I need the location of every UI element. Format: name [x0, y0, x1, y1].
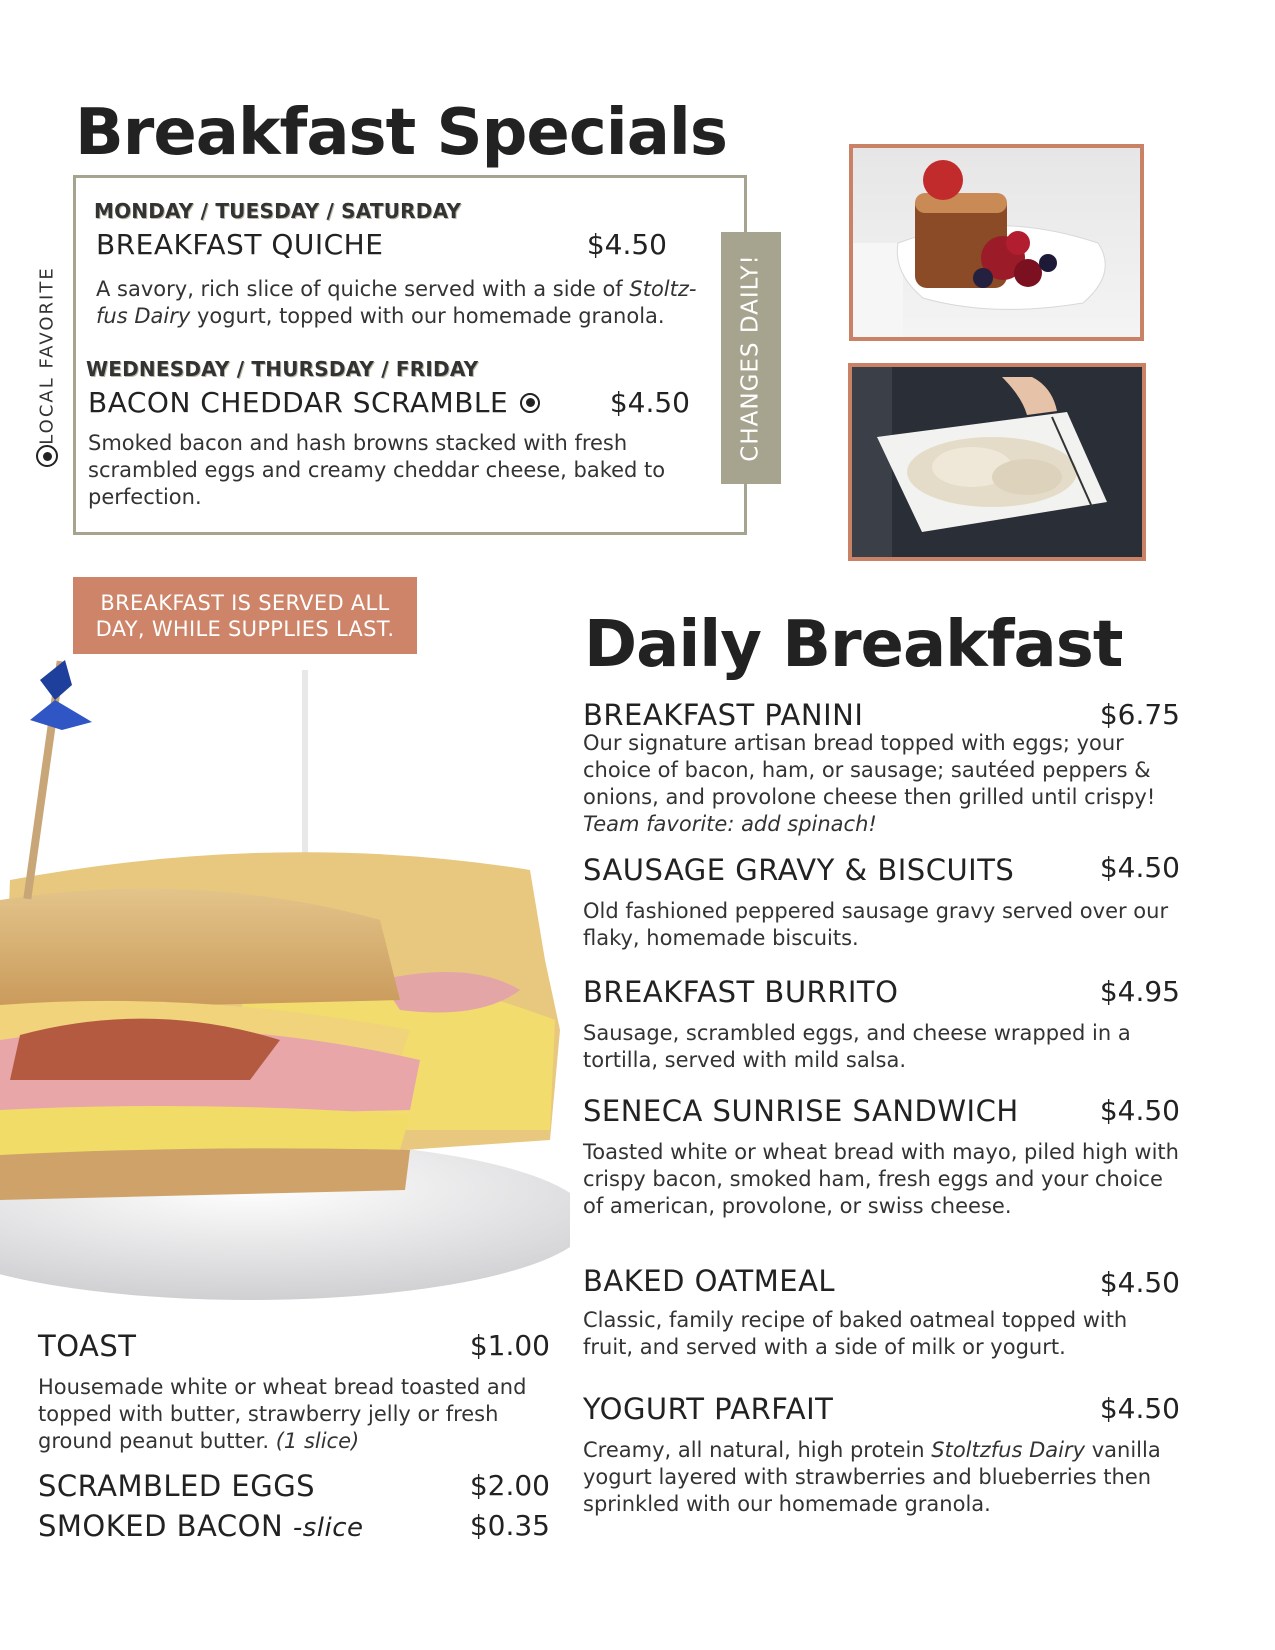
biscuits-gravy-image: [852, 367, 1142, 557]
daily-item-panini-note: Team favorite: add spinach!: [583, 812, 877, 836]
daily-item-oatmeal-description: Classic, family recipe of baked oatmeal topped with fruit, and served with a side of milk or yogurt.: [583, 1308, 1128, 1359]
local-favorite-icon: [520, 393, 540, 413]
side-toast-name: TOAST: [38, 1329, 137, 1363]
special-1-description: A savory, rich slice of quiche served with a side of Stoltz-fus Dairy yogurt, topped with our homemade granola.: [96, 277, 697, 328]
changes-daily-tab: CHANGES DAILY!: [721, 232, 781, 484]
daily-item-sausage-gravy-description: Old fashioned peppered sausage gravy served over our flaky, homemade biscuits.: [583, 899, 1169, 950]
served-all-day-banner: BREAKFAST IS SERVED ALL DAY, WHILE SUPPLIES LAST.: [73, 577, 417, 654]
local-favorite-legend: LOCAL FAVORITE: [36, 265, 58, 445]
daily-item-oatmeal-price: $4.50: [1099, 1266, 1180, 1299]
daily-item-burrito-description: Sausage, scrambled eggs, and cheese wrapped in a tortilla, served with mild salsa.: [583, 1021, 1131, 1072]
special-2-price: $4.50: [609, 386, 690, 419]
side-bacon-price: $0.35: [469, 1509, 550, 1542]
side-bacon-name: SMOKED BACON -slice: [38, 1509, 364, 1543]
side-eggs-price: $2.00: [469, 1469, 550, 1502]
special-1-days: MONDAY / TUESDAY / SATURDAY: [94, 199, 462, 223]
daily-item-panini-price: $6.75: [1099, 698, 1180, 731]
sandwich-photo: [0, 660, 570, 1310]
baked-oatmeal-berries-image: [853, 148, 1140, 337]
daily-item-seneca-description: Toasted white or wheat bread with mayo, piled high with crispy bacon, smoked ham, fresh eggs and your choice of american, provolone, or swiss cheese.: [583, 1140, 1179, 1218]
daily-item-oatmeal-name: BAKED OATMEAL: [583, 1264, 836, 1298]
sandwich-image: [0, 660, 570, 1310]
local-favorite-legend-icon: [36, 445, 58, 467]
special-1-price: $4.50: [586, 228, 667, 261]
special-2-name: BACON CHEDDAR SCRAMBLE: [88, 386, 540, 419]
side-eggs-name: SCRAMBLED EGGS: [38, 1469, 316, 1503]
daily-item-panini-name: BREAKFAST PANINI: [583, 698, 864, 732]
daily-item-panini-description: Our signature artisan bread topped with eggs; your choice of bacon, ham, or sausage; sautéed peppers & onions, and provolone cheese then grilled until crispy!: [583, 731, 1156, 809]
daily-title: Daily Breakfast: [584, 608, 1123, 682]
daily-item-burrito-price: $4.95: [1099, 975, 1180, 1008]
special-1-name: BREAKFAST QUICHE: [96, 228, 384, 261]
daily-item-parfait-name: YOGURT PARFAIT: [583, 1392, 834, 1426]
daily-item-burrito-name: BREAKFAST BURRITO: [583, 975, 899, 1009]
side-toast-description: Housemade white or wheat bread toasted and topped with butter, strawberry jelly or fresh ground peanut butter. (1 slice): [38, 1375, 527, 1453]
dairy-brand: Stoltzfus Dairy: [931, 1438, 1086, 1462]
daily-item-parfait-description: Creamy, all natural, high protein Stoltzfus Dairy vanilla yogurt layered with strawberries and blueberries then sprinkled with our homemade granola.: [583, 1438, 1161, 1516]
daily-item-seneca-name: SENECA SUNRISE SANDWICH: [583, 1094, 1019, 1128]
daily-item-sausage-gravy-name: SAUSAGE GRAVY & BISCUITS: [583, 853, 1015, 887]
side-toast-price: $1.00: [469, 1329, 550, 1362]
dairy-brand: Stoltz-fus Dairy: [96, 277, 697, 328]
daily-item-seneca-price: $4.50: [1099, 1094, 1180, 1127]
special-2-days: WEDNESDAY / THURSDAY / FRIDAY: [86, 357, 479, 381]
daily-item-parfait-price: $4.50: [1099, 1392, 1180, 1425]
dessert-photo: [849, 144, 1144, 341]
daily-item-sausage-gravy-price: $4.50: [1099, 851, 1180, 884]
specials-title: Breakfast Specials: [75, 96, 727, 170]
special-2-description: Smoked bacon and hash browns stacked with fresh scrambled eggs and creamy cheddar cheese, baked to perfection.: [88, 431, 666, 509]
biscuits-gravy-photo: [848, 363, 1146, 561]
